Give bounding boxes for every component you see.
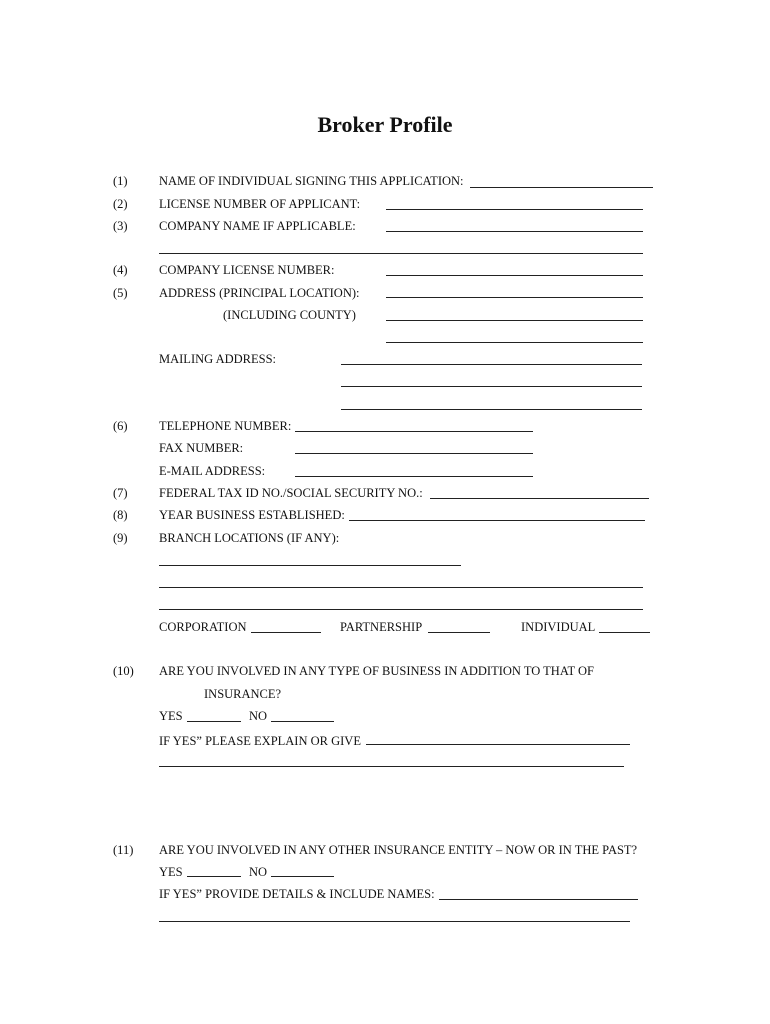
- q10-explain-field-line-2[interactable]: [159, 766, 624, 767]
- company-name-label: COMPANY NAME IF APPLICABLE:: [159, 219, 356, 233]
- partnership-label: PARTNERSHIP: [340, 620, 423, 634]
- license-number-field[interactable]: [386, 209, 643, 210]
- mailing-address-field-line-3[interactable]: [341, 409, 642, 410]
- fax-field[interactable]: [295, 453, 533, 454]
- applicant-name-label: NAME OF INDIVIDUAL SIGNING THIS APPLICATION:: [159, 174, 464, 188]
- branch-locations-label: BRANCH LOCATIONS (IF ANY):: [159, 531, 340, 545]
- year-established-field[interactable]: [349, 520, 645, 521]
- tax-id-field[interactable]: [430, 498, 649, 499]
- applicant-name-field[interactable]: [470, 187, 653, 188]
- principal-address-field-line-2[interactable]: [386, 320, 643, 321]
- company-name-field-line-2[interactable]: [159, 253, 643, 254]
- corporation-field[interactable]: [251, 632, 321, 633]
- q10-yes-label: YES: [159, 709, 183, 723]
- q10-yes-field[interactable]: [187, 721, 241, 722]
- partnership-field[interactable]: [428, 632, 490, 633]
- corporation-label: CORPORATION: [159, 620, 247, 634]
- principal-address-field-line-3[interactable]: [386, 342, 643, 343]
- email-field[interactable]: [295, 476, 533, 477]
- principal-address-field[interactable]: [386, 297, 643, 298]
- branch-locations-field-line-3[interactable]: [159, 609, 643, 610]
- q10-explain-field[interactable]: [366, 744, 630, 745]
- q11-yes-field[interactable]: [187, 876, 241, 877]
- individual-field[interactable]: [599, 632, 650, 633]
- q10-no-field[interactable]: [271, 721, 334, 722]
- other-business-question: ARE YOU INVOLVED IN ANY TYPE OF BUSINESS IN ADDITION TO THAT OF: [159, 664, 594, 678]
- individual-label: INDIVIDUAL: [521, 620, 596, 634]
- company-license-field[interactable]: [386, 275, 643, 276]
- branch-locations-field[interactable]: [159, 565, 461, 566]
- item-number-11: (11): [113, 843, 134, 857]
- mailing-address-field[interactable]: [341, 364, 642, 365]
- item-number-7: (7): [113, 486, 128, 500]
- tax-id-label: FEDERAL TAX ID NO./SOCIAL SECURITY NO.:: [159, 486, 423, 500]
- item-number-5: (5): [113, 286, 128, 300]
- q11-details-field-line-2[interactable]: [159, 921, 630, 922]
- item-number-2: (2): [113, 197, 128, 211]
- item-number-1: (1): [113, 174, 128, 188]
- q11-yes-label: YES: [159, 865, 183, 879]
- q11-details-field[interactable]: [439, 899, 638, 900]
- telephone-label: TELEPHONE NUMBER:: [159, 419, 292, 433]
- including-county-label: (INCLUDING COUNTY): [223, 308, 356, 322]
- year-established-label: YEAR BUSINESS ESTABLISHED:: [159, 508, 345, 522]
- item-number-3: (3): [113, 219, 128, 233]
- company-name-field[interactable]: [386, 231, 643, 232]
- principal-address-label: ADDRESS (PRINCIPAL LOCATION):: [159, 286, 360, 300]
- email-label: E-MAIL ADDRESS:: [159, 464, 266, 478]
- license-number-label: LICENSE NUMBER OF APPLICANT:: [159, 197, 361, 211]
- telephone-field[interactable]: [295, 431, 533, 432]
- q11-no-field[interactable]: [271, 876, 334, 877]
- company-license-label: COMPANY LICENSE NUMBER:: [159, 263, 335, 277]
- page-title: Broker Profile: [317, 112, 453, 137]
- item-number-4: (4): [113, 263, 128, 277]
- item-number-9: (9): [113, 531, 128, 545]
- branch-locations-field-line-2[interactable]: [159, 587, 643, 588]
- q10-no-label: NO: [249, 709, 268, 723]
- mailing-address-field-line-2[interactable]: [341, 386, 642, 387]
- other-insurance-question: ARE YOU INVOLVED IN ANY OTHER INSURANCE ENTITY – NOW OR IN THE PAST?: [159, 843, 638, 857]
- q10-explain-label: IF YES” PLEASE EXPLAIN OR GIVE: [159, 734, 361, 748]
- q11-no-label: NO: [249, 865, 268, 879]
- item-number-8: (8): [113, 508, 128, 522]
- item-number-10: (10): [113, 664, 134, 678]
- q11-details-label: IF YES” PROVIDE DETAILS & INCLUDE NAMES:: [159, 887, 435, 901]
- other-business-question-cont: INSURANCE?: [204, 687, 282, 701]
- mailing-address-label: MAILING ADDRESS:: [159, 352, 277, 366]
- fax-label: FAX NUMBER:: [159, 441, 244, 455]
- item-number-6: (6): [113, 419, 128, 433]
